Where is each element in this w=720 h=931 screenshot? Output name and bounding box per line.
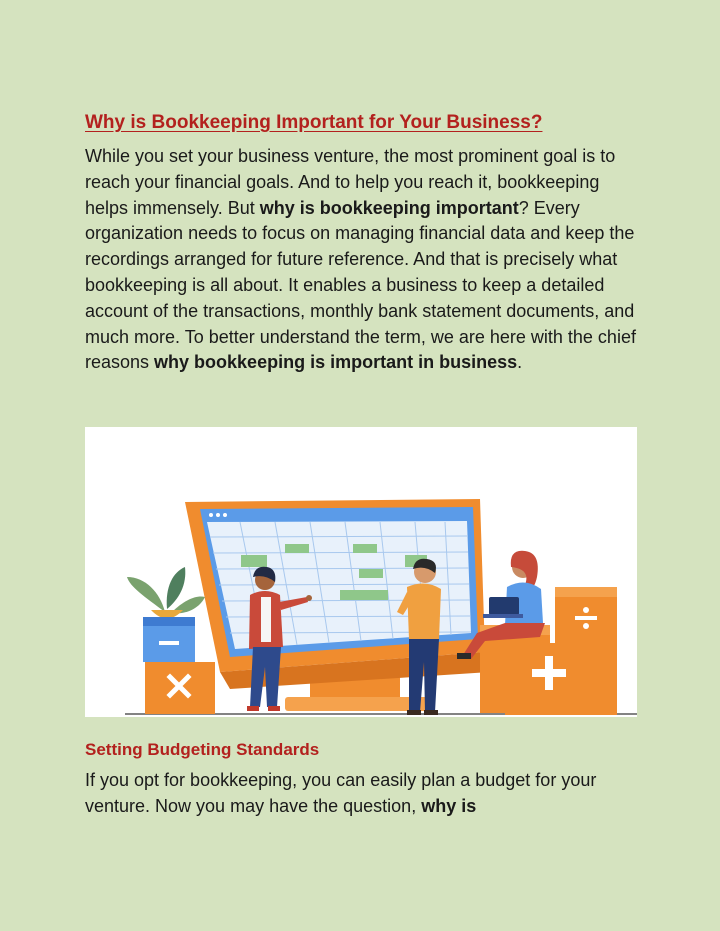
- minus-icon: [159, 641, 179, 645]
- illustration-svg: [85, 427, 637, 717]
- page-title: Why is Bookkeeping Important for Your Business?: [85, 112, 543, 133]
- intro-text-2: ? Every organization needs to focus on managing financial data and keep the recordings arranged for future reference. And that is precisely what bookkeeping is all about. It enables a business to keep a detailed account of the transactions, monthly bank statement documents, and much more. To better understand the term, we are here with the chief reasons: [85, 197, 636, 373]
- intro-bold-1: why is bookkeeping important: [259, 197, 519, 218]
- intro-paragraph: [85, 144, 645, 376]
- intro-text-1: While you set your business venture, the most prominent goal is to reach your financial goals. And to help you reach it, bookkeeping helps immensely. But: [85, 146, 616, 218]
- plus-box: [505, 643, 617, 715]
- section-text-1: If you opt for bookkeeping, you can easily plan a budget for your venture. Now you may have the question,: [85, 770, 597, 816]
- minus-box-top: [143, 617, 195, 626]
- window-dot-2: [216, 513, 220, 517]
- article: [85, 110, 645, 376]
- divide-box-top: [555, 587, 617, 597]
- intro-text-3: .: [517, 352, 523, 373]
- window-dot-1: [209, 513, 213, 517]
- potted-plant-icon: [127, 567, 205, 619]
- window-dot-3: [223, 513, 227, 517]
- bookkeeping-illustration: [85, 427, 637, 717]
- intro-bold-2: why bookkeeping is important in business: [154, 352, 518, 373]
- section-heading: Setting Budgeting Standards: [85, 740, 320, 759]
- section-paragraph: [85, 768, 645, 820]
- laptop-icon: [483, 597, 523, 618]
- section-bold-1: why is: [421, 795, 477, 816]
